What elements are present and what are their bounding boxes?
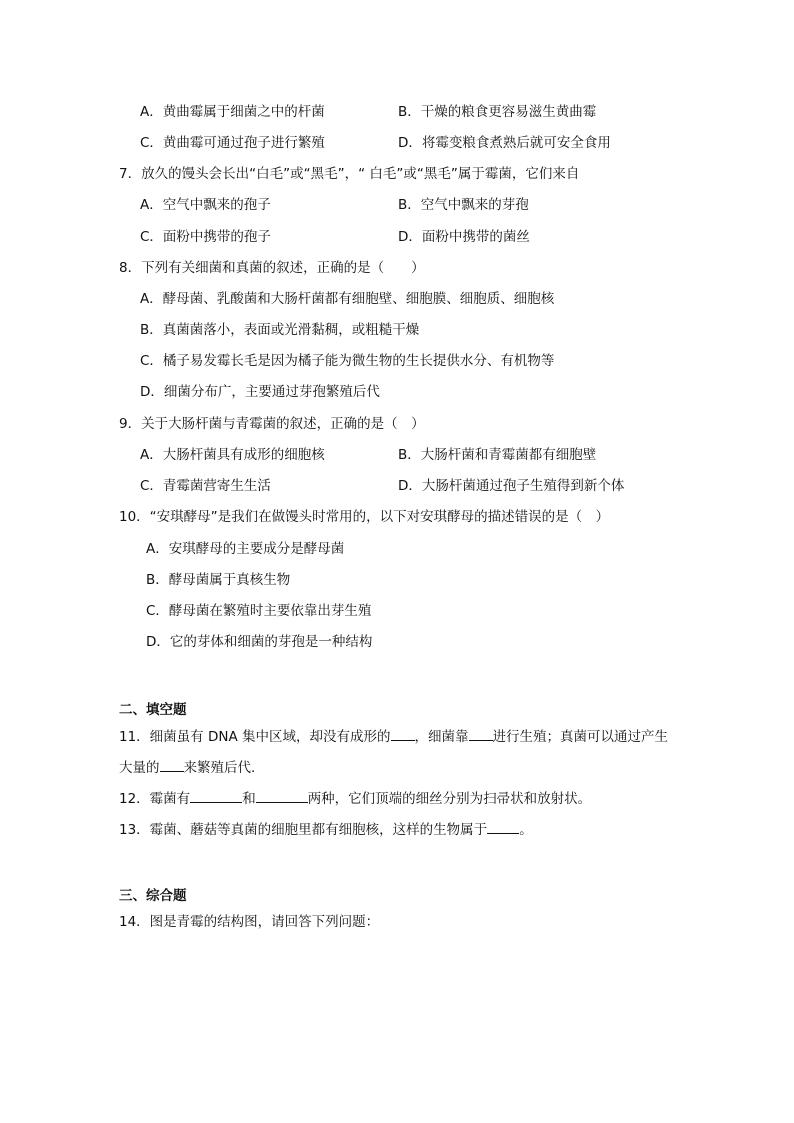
q11-text-1: 11．细菌虽有 DNA 集中区域，却没有成形的 bbox=[119, 729, 391, 745]
q9-option-b: B．大肠杆菌和青霉菌都有细胞壁 bbox=[398, 447, 597, 463]
q11-blank-2[interactable] bbox=[469, 726, 493, 741]
q11-text-4: 大量的 bbox=[119, 760, 160, 776]
q8-option-d: D．细菌分布广，主要通过芽孢繁殖后代 bbox=[140, 384, 380, 400]
q8-option-b: B．真菌菌落小，表面或光滑黏稠，或粗糙干燥 bbox=[140, 322, 420, 338]
q14-stem: 14．图是青霉的结构图，请回答下列问题： bbox=[119, 914, 380, 930]
section-title-comprehensive: 三、综合题 bbox=[119, 888, 187, 904]
q7-option-d: D．面粉中携带的菌丝 bbox=[398, 229, 530, 245]
q13-line bbox=[119, 819, 533, 840]
q11-text-3: 进行生殖；真菌可以通过产生 bbox=[492, 729, 668, 745]
q11-line-2 bbox=[119, 757, 255, 778]
q7-option-a: A．空气中飘来的孢子 bbox=[140, 197, 271, 213]
q9-option-a: A．大肠杆菌具有成形的细胞核 bbox=[140, 447, 325, 463]
q10-option-d: D．它的芽体和细菌的芽孢是一种结构 bbox=[146, 634, 373, 650]
q6-option-b: B．干燥的粮食更容易滋生黄曲霉 bbox=[398, 104, 597, 120]
q11-blank-3[interactable] bbox=[160, 757, 184, 772]
q11-line-1 bbox=[119, 726, 668, 747]
section-title-fill-in: 二、填空题 bbox=[119, 702, 187, 718]
q8-option-a: A．酵母菌、乳酸菌和大肠杆菌都有细胞壁、细胞膜、细胞质、细胞核 bbox=[140, 291, 555, 307]
q10-option-c: C．酵母菌在繁殖时主要依靠出芽生殖 bbox=[146, 603, 372, 619]
q7-option-b: B．空气中飘来的芽孢 bbox=[398, 197, 529, 213]
q9-option-c: C．青霉菌营寄生生活 bbox=[140, 478, 271, 494]
q10-option-a: A．安琪酵母的主要成分是酵母菌 bbox=[146, 541, 345, 557]
q12-blank-1[interactable] bbox=[190, 788, 242, 803]
q8-option-c: C．橘子易发霉长毛是因为橘子能为微生物的生长提供水分、有机物等 bbox=[140, 353, 555, 369]
q6-option-a: A．黄曲霉属于细菌之中的杆菌 bbox=[140, 104, 325, 120]
q9-stem: 9．关于大肠杆菌与青霉菌的叙述，正确的是（ ） bbox=[119, 416, 425, 432]
q6-option-c: C．黄曲霉可通过孢子进行繁殖 bbox=[140, 135, 325, 151]
q10-option-b: B．酵母菌属于真核生物 bbox=[146, 572, 291, 588]
q12-text-3: 两种，它们顶端的细丝分别为扫帚状和放射状。 bbox=[307, 791, 592, 807]
q8-stem: 8．下列有关细菌和真菌的叙述，正确的是（ ） bbox=[119, 260, 425, 276]
q7-option-c: C．面粉中携带的孢子 bbox=[140, 229, 271, 245]
q11-blank-1[interactable] bbox=[391, 726, 415, 741]
q13-text-1: 13．霉菌、蘑菇等真菌的细胞里都有细胞核，这样的生物属于 bbox=[119, 822, 488, 838]
q12-text-2: 和 bbox=[242, 791, 256, 807]
q12-blank-2[interactable] bbox=[256, 788, 308, 803]
q13-blank-1[interactable] bbox=[487, 819, 519, 834]
q7-stem: 7．放久的馒头会长出“白毛”或“黑毛”，“ 白毛”或“黑毛”属于霉菌，它们来自 bbox=[119, 166, 580, 182]
q13-text-2: 。 bbox=[519, 822, 533, 838]
q11-text-2: ，细菌靠 bbox=[414, 729, 469, 745]
q12-text-1: 12．霉菌有 bbox=[119, 791, 191, 807]
q12-line bbox=[119, 788, 591, 809]
q6-option-d: D．将霉变粮食煮熟后就可安全食用 bbox=[398, 135, 611, 151]
q9-option-d: D．大肠杆菌通过孢子生殖得到新个体 bbox=[398, 478, 625, 494]
q10-stem: 10．“安琪酵母”是我们在做馒头时常用的，以下对安琪酵母的描述错误的是（ ） bbox=[119, 509, 610, 525]
q11-text-5: 来繁殖后代. bbox=[183, 760, 256, 776]
